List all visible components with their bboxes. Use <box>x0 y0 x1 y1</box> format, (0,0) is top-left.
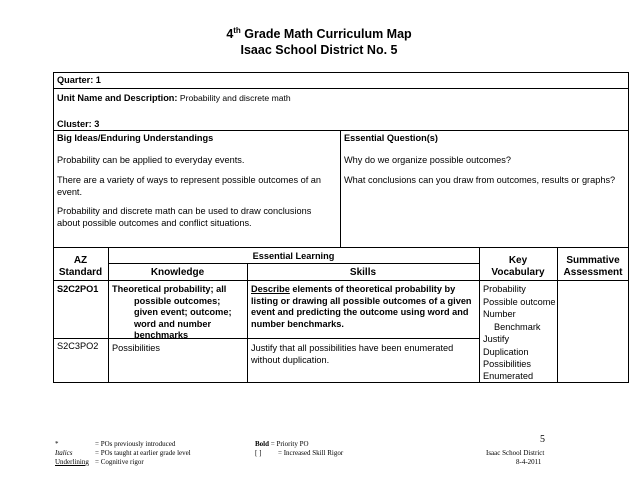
essential-learning-header: Essential Learning <box>252 251 335 261</box>
knowledge-cell: Possibilities <box>112 343 160 353</box>
footer-date: 8-4-2011 <box>516 458 542 466</box>
skills-header: Skills <box>349 267 377 278</box>
district-title: Isaac School District No. 5 <box>240 43 398 57</box>
standard-cell: S2C3PO2 <box>57 341 99 351</box>
document-title: 4th Grade Math Curriculum Map <box>226 26 412 42</box>
rule-bigideas-bottom <box>53 247 629 248</box>
vocabulary-item: Benchmark <box>494 322 541 332</box>
rule-el-split <box>108 263 479 264</box>
standard-cell: S2C2PO1 <box>57 284 99 294</box>
essential-question-item: Why do we organize possible outcomes? <box>344 155 511 165</box>
rule-header-bottom <box>53 280 629 281</box>
legend-mark: Underlining <box>55 458 89 466</box>
rule-cluster <box>53 130 629 131</box>
summative-assessment-header: Summative Assessment <box>563 255 623 278</box>
big-idea-item: Probability can be applied to everyday events. <box>57 155 245 165</box>
vocabulary-item: Probability <box>483 284 526 294</box>
knowledge-header: Knowledge <box>150 267 205 278</box>
legend-text: = Cognitive rigor <box>95 458 144 466</box>
vocabulary-item: Number <box>483 309 516 319</box>
big-ideas-heading: Big Ideas/Enduring Understandings <box>57 133 214 143</box>
unit-line: Unit Name and Description: Probability and discrete math <box>57 93 291 103</box>
az-standard-header: AZ Standard <box>58 255 103 278</box>
rule-bigideas-mid <box>340 130 341 247</box>
vocabulary-item: Justify <box>483 334 510 344</box>
legend-mark: [ ] <box>255 449 262 457</box>
legend-text: = POs previously introduced <box>95 440 176 448</box>
legend-bold: Bold = Priority PO <box>255 440 309 448</box>
legend-text: = Increased Skill Rigor <box>278 449 344 457</box>
vocabulary-item: Duplication <box>483 347 529 357</box>
vocabulary-item: Possible outcome <box>483 297 556 307</box>
rule-col-knowledge <box>247 263 248 383</box>
page-number: 5 <box>540 434 545 445</box>
key-vocabulary-header: Key Vocabulary <box>491 255 545 278</box>
big-idea-item: Probability and discrete math can be used to draw conclusions about possible outcomes and conflict situations. <box>57 206 312 228</box>
big-idea-item: There are a variety of ways to represent possible outcomes of an event. <box>57 175 322 197</box>
essential-question-item: What conclusions can you draw from outcomes, results or graphs? <box>344 175 616 185</box>
essential-questions-heading: Essential Question(s) <box>344 133 438 143</box>
legend-mark: Italics <box>55 449 73 457</box>
cluster-label: Cluster: 3 <box>57 119 100 129</box>
skills-cell: Justify that all possibilities have been enumerated without duplication. <box>251 343 454 365</box>
skills-cell: Describe elements of theoretical probability by listing or drawing all possible outcomes of a given event and predicting the outcome using word and number benchmarks. <box>251 284 472 329</box>
quarter-label: Quarter: 1 <box>57 75 101 85</box>
footer-district: Isaac School District <box>486 449 545 457</box>
knowledge-cell: Theoretical probability; all possible outcomes; given event; outcome; word and number benchmarks <box>112 284 232 340</box>
vocabulary-item: Enumerated <box>483 371 534 381</box>
vocabulary-item: Possibilities <box>483 359 531 369</box>
legend-mark: * <box>55 440 59 448</box>
legend-text: = POs taught at earlier grade level <box>95 449 191 457</box>
rule-quarter <box>53 88 629 89</box>
